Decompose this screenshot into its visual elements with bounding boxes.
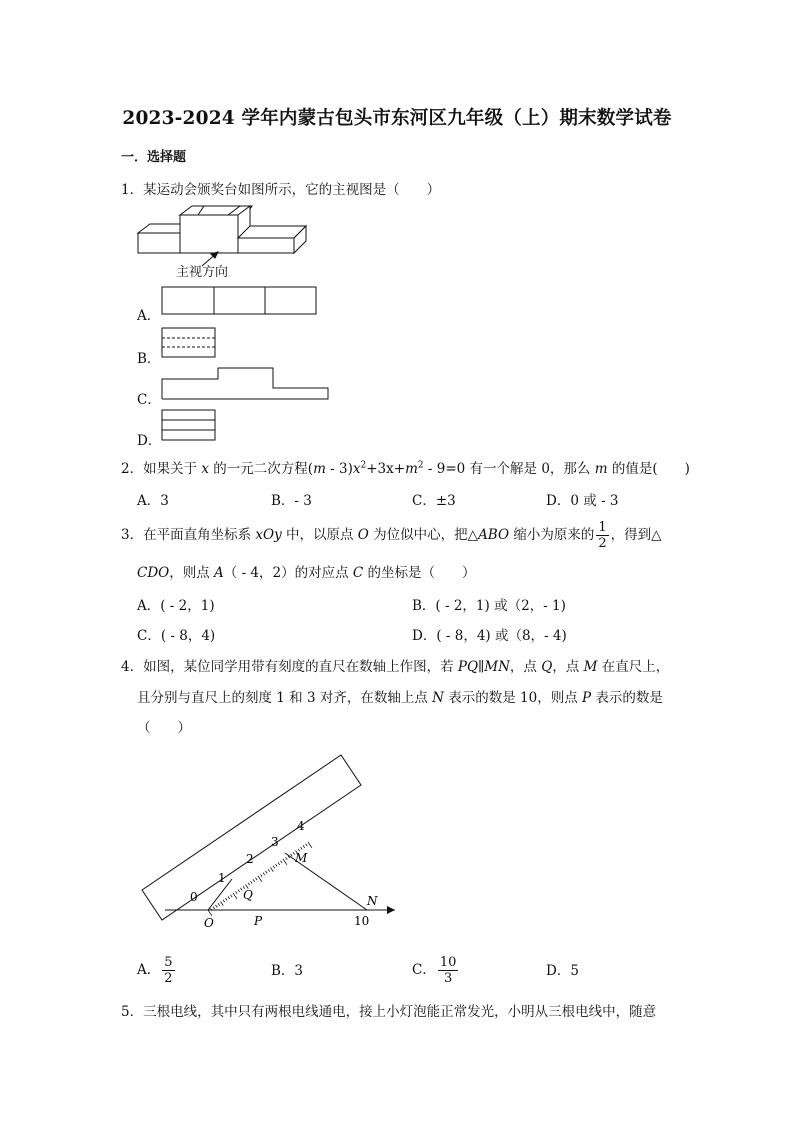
ruler-tick	[256, 878, 258, 880]
section-heading: 一．选择题	[121, 150, 187, 165]
ruler-tick	[303, 845, 305, 847]
point-o-label: O	[204, 916, 214, 930]
ruler-tick-label-1: 1	[218, 871, 226, 885]
q1-option-a-figure	[160, 286, 320, 318]
point-q-label: Q	[243, 888, 253, 902]
ruler-tick	[271, 868, 274, 872]
q3-option-b: B．( - 2，1) 或（2，- 1)	[412, 598, 566, 614]
question-5-stem: 5．三根电线，其中只有两根电线通电，接上小灯泡能正常发光，小明从三根电线中，随意	[121, 1004, 657, 1020]
ruler-tick	[286, 857, 288, 859]
ruler-tick	[261, 874, 263, 876]
question-4-line-1: 4．如图，某位同学用带有刻度的直尺在数轴上作图，若 PQ∥MN，点 Q，点 M 在直尺上，	[121, 659, 670, 675]
q3-option-c: C．( - 8，4)	[137, 628, 216, 644]
podium-right-front	[238, 238, 294, 253]
ruler-tick	[281, 861, 283, 863]
q2-option-a: A．3	[137, 493, 169, 509]
number-line-arrow	[387, 906, 395, 914]
podium-center-front	[180, 215, 238, 253]
ruler-tick	[306, 844, 308, 846]
q2-option-c: C．±3	[412, 493, 456, 509]
ruler-tick	[228, 896, 230, 898]
q1-option-b-label: B．	[137, 351, 161, 367]
q1-option-a-label: A．	[137, 308, 161, 324]
podium-left-front	[138, 233, 180, 253]
question-3-line-2: CDO，则点 A（ - 4，2）的对应点 C 的坐标是（ ）	[137, 565, 476, 581]
exam-title: 2023-2024 学年内蒙古包头市东河区九年级（上）期末数学试卷	[122, 108, 672, 129]
ruler-tick-label-4: 4	[297, 819, 305, 833]
q1-option-c-figure	[160, 366, 332, 402]
podium-center-top	[180, 206, 240, 215]
axis-value-label: 10	[354, 914, 370, 928]
q1-option-d-label: D．	[137, 433, 162, 449]
ruler-tick	[233, 893, 237, 899]
view-direction-label: 主视方向	[176, 265, 229, 280]
q3-option-d: D．( - 8，4) 或（8，- 4)	[412, 628, 567, 644]
q3-option-a: A．( - 2，1)	[137, 598, 215, 614]
ruler-tick	[276, 864, 278, 866]
q2-option-b: B．- 3	[271, 493, 312, 509]
q1-option-d-figure	[160, 408, 220, 444]
ruler-tick	[283, 859, 287, 865]
ruler-tick	[273, 866, 275, 868]
ruler-tick	[213, 907, 215, 909]
ruler-tick	[241, 888, 243, 890]
ruler-tick	[308, 842, 312, 848]
ruler-tick	[238, 890, 240, 892]
question-4-line-3: （ ）	[137, 720, 191, 736]
q4-option-a: A． $\frac{5}{2}$	[137, 955, 173, 986]
q3-fraction: $\frac{1}{2}$	[598, 520, 607, 551]
ruler-numberline-figure	[130, 750, 400, 935]
q2-option-d: D．0 或 - 3	[546, 493, 619, 509]
ruler-tick	[251, 881, 253, 883]
ruler-tick-label-3: 3	[271, 835, 279, 849]
question-4-line-2: 且分别与直尺上的刻度 1 和 3 对齐，在数轴上点 N 表示的数是 10，则点 P 表示的数是	[137, 690, 663, 706]
point-p-label: P	[254, 914, 263, 928]
ruler-tick	[278, 862, 280, 864]
question-2-stem: 2．如果关于 x 的一元二次方程$(m - 3)x^2+3x+m^2 - 9=0$ 有一个解是 0，那么 m 的值是( )	[121, 460, 690, 477]
point-m-label: M	[295, 851, 308, 865]
ruler-tick	[223, 900, 225, 902]
ruler-tick	[231, 895, 233, 897]
question-1-stem: 1．某运动会颁奖台如图所示，它的主视图是（ ）	[121, 182, 441, 198]
ruler-tick	[291, 854, 293, 856]
q4-option-b: B．3	[271, 963, 304, 979]
podium-figure	[130, 200, 320, 285]
ruler-tick-label-0: 0	[190, 890, 198, 904]
ruler-tick	[226, 898, 228, 900]
ruler-tick	[266, 871, 268, 873]
ruler-tick	[208, 910, 212, 916]
ruler-tick	[248, 883, 250, 885]
point-n-label: N	[367, 894, 378, 908]
ruler-tick-label-2: 2	[246, 852, 254, 866]
q1-option-b-figure	[160, 326, 220, 360]
ruler-tick	[253, 879, 255, 881]
ruler-tick	[218, 903, 220, 905]
q4-option-c: C． $\frac{10}{3}$	[412, 955, 457, 986]
ruler-tick	[263, 873, 265, 875]
q4-option-d: D．5	[546, 963, 579, 979]
question-3-line-1: 3．在平面直角坐标系 xOy 中，以原点 O 为位似中心，把△ABO 缩小为原来的 $\frac{1}{2}$ ，得到△	[121, 520, 662, 551]
ruler-tick	[301, 847, 303, 849]
ruler-tick	[268, 869, 270, 871]
ruler-tick	[236, 891, 238, 893]
ruler-tick	[216, 905, 218, 907]
q1-option-c-label: C．	[137, 392, 161, 408]
ruler-tick	[258, 876, 262, 882]
ruler-tick	[221, 902, 224, 906]
